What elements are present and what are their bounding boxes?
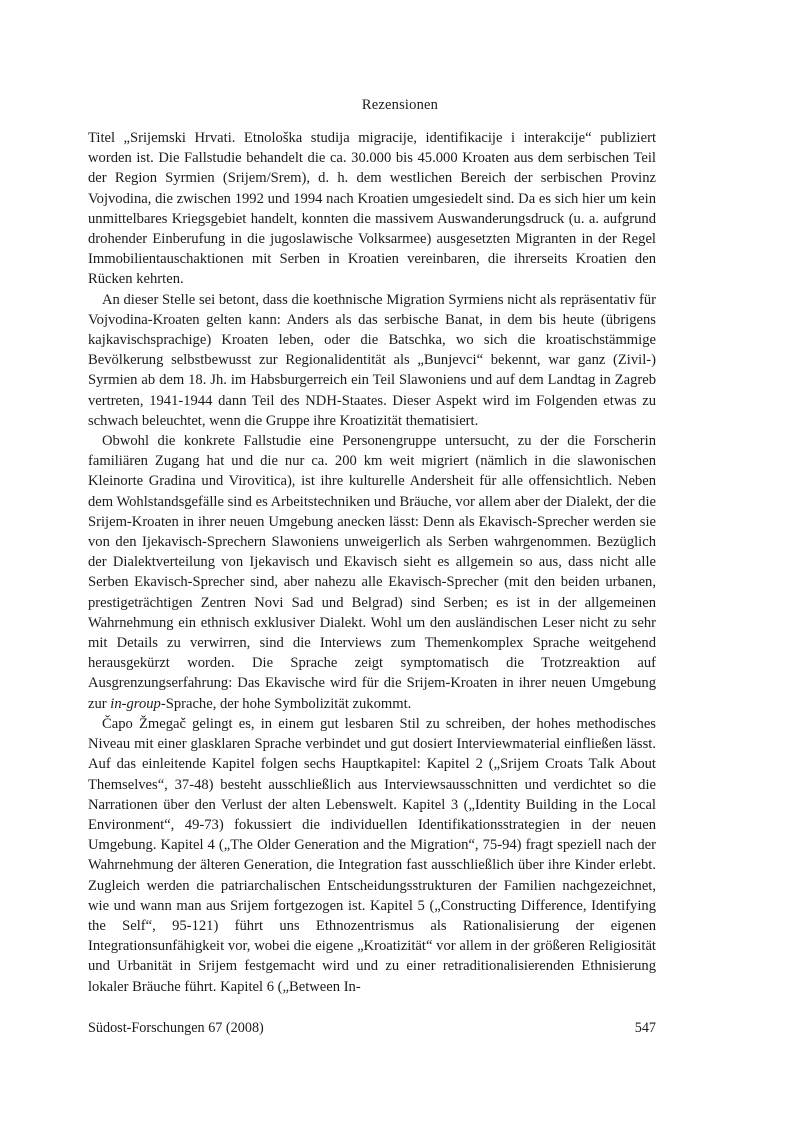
paragraph-3-text: Obwohl die konkrete Fallstudie eine Personengruppe untersucht, zu der die Forscherin familiären Zugang hat und die nur ca. 200 km weit migriert (nämlich in die slawonischen Kleinorte Gradina und Virovitica), ist ihre kulturelle Andersheit für alle offensichtlich. Neben dem Wohlstandsgefälle sind es Arbeitstechniken und Bräuche, vor allem aber der Dialekt, der die Srijem-Kroaten in ihrer neuen Umgebung anecken lässt: Denn als Ekavisch-Sprecher werden sie von den Ijekavisch-Sprechern Slawoniens unweigerlich als Serben wahrgenommen. Bezüglich der Dialektverteilung von Ijekavisch und Ekavisch sieht es allgemein so aus, dass nicht alle Serben Ekavisch-Sprecher sind, aber nahezu alle Ekavisch-Sprecher (mit den beiden urbanen, prestigeträchtigen Zentren Novi Sad und Belgrad) sind Serben; es ist in der allgemeinen Wahrnehmung ein ethnisch exklusiver Dialekt. Wohl um den ausländischen Leser nicht zu sehr mit Details zu verwirren, sind die Interviews zum Themenkomplex Sprache weitgehend herausgekürzt worden. Die Sprache zeigt symptomatisch die Trotzreaktion auf Ausgrenzungserfahrung: Das Ekavische wird für die Srijem-Kroaten in ihrer neuen Umgebung zur xyxy=(88,433,656,712)
paragraph-3 xyxy=(88,431,656,714)
paragraph-4: Čapo Žmegač gelingt es, in einem gut lesbaren Stil zu schreiben, der hohes methodisches Niveau mit einer glasklaren Sprache verbindet und gut dosiert Interviewmaterial einfließen lässt. Auf das einleitende Kapitel folgen sechs Hauptkapitel: Kapitel 2 („Srijem Croats Talk About Themselves“, 37-48) besteht ausschließlich aus Interviewsausschnitten und verdichtet so die Narrationen über den Verlust der alten Lebenswelt. Kapitel 3 („Identity Building in the Local Environment“, 49-73) fokussiert die individuellen Identifikationsstrategien in der neuen Umgebung. Kapitel 4 („The Older Generation and the Migration“, 75-94) fragt speziell nach der Wahrnehmung der älteren Generation, die Integration fast ausschließlich über ihre Kinder erlebt. Zugleich werden die patriarchalischen Entscheidungsstrukturen der Familien nachgezeichnet, wie und wann man aus Srijem fortgezogen ist. Kapitel 5 („Constructing Difference, Identifying the Self“, 95-121) führt uns Ethnozentrismus als Rationalisierung der eigenen Integrationsunfähigkeit vor, wobei die eigene „Kroatizität“ vor allem in der größeren Religiosität und Urbanität in Srijem festgemacht wird und zu einer retraditionalisierenden Ethnisierung lokaler Bräuche führt. Kapitel 6 („Between In- xyxy=(88,715,656,995)
paragraph-2: An dieser Stelle sei betont, dass die koethnische Migration Syrmiens nicht als repräsentativ für Vojvodina-Kroaten gelten kann: Anders als das serbische Banat, in dem bis heute (übrigens kajkavischsprachige) Kroaten leben, oder die Batschka, wo sich die kroatischstämmige Bevölkerung selbstbewusst zur Regionalidentität als „Bunjevci“ bekennt, war ganz (Zivil-) Syrmien ab dem 18. Jh. im Habsburgerreich ein Teil Slawoniens und auf dem Landtag in Zagreb vertreten, 1941-1944 dann Teil des NDH-Staates. Dieser Aspekt wird im Folgenden etwas zu schwach beleuchtet, wenn die Gruppe ihre Kroatizität thematisiert. xyxy=(88,291,656,429)
paragraph-1: Titel „Srijemski Hrvati. Etnološka studija migracije, identifikacije i interakcije“ publiziert worden ist. Die Fallstudie behandelt die ca. 30.000 bis 45.000 Kroaten aus dem serbischen Teil der Region Syrmien (Srijem/Srem), d. h. dem westlichen Bereich der serbischen Provinz Vojvodina, die zwischen 1992 und 1994 nach Kroatien umgesiedelt sind. Da es sich hier um kein unmittelbares Kriegsgebiet handelt, konnten die massivem Auswanderungsdruck (u. a. aufgrund drohender Einberufung in die jugoslawische Volksarmee) ausgesetzten Migranten in der Regel Immobilientauschaktionen mit Serben in Kroatien vereinbaren, die ihrerseits Kroatien den Rücken kehrten. xyxy=(88,130,656,288)
page-number: 547 xyxy=(634,1020,656,1036)
running-head: Rezensionen xyxy=(361,97,439,113)
paragraph-3-tail: -Sprache, der hohe Symbolizität zukommt. xyxy=(160,695,412,712)
article-body xyxy=(88,128,656,997)
italic-term: in-group xyxy=(110,695,161,712)
page-footer xyxy=(88,1020,656,1037)
journal-citation: Südost-Forschungen 67 (2008) xyxy=(88,1020,264,1036)
